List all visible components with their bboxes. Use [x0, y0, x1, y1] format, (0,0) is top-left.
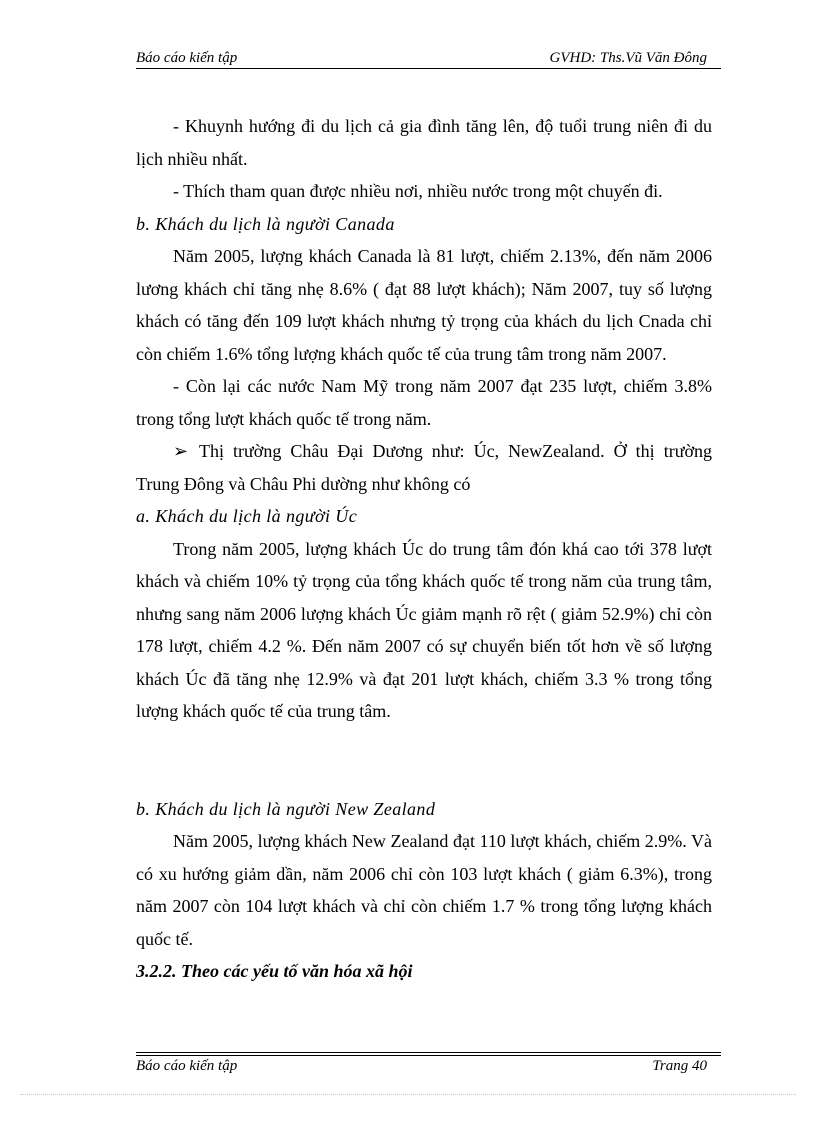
header-supervisor: GVHD: Ths.Vũ Văn Đông: [549, 50, 707, 66]
paragraph-south-america: - Còn lại các nước Nam Mỹ trong năm 2007 đạt 235 lượt, chiếm 3.8% trong tổng lượt khách quốc tế trong năm.: [136, 376, 712, 429]
footer-report-title: Báo cáo kiến tập: [136, 1058, 238, 1074]
paragraph-canada: Năm 2005, lượng khách Canada là 81 lượt, chiếm 2.13%, đến năm 2006 lương khách chỉ tăng nhẹ 8.6% ( đạt 88 lượt khách); Năm 2007, tuy số lượng khách có tăng đến 109 lượt khách nhưng tỷ trọng của khách du lịch Cnada chỉ còn chiếm 1.6% tổng lượng khách quốc tế của trung tâm trong năm 2007.: [136, 246, 712, 364]
spacer: [136, 728, 712, 793]
page-footer: [136, 1058, 721, 1078]
document-body: [136, 110, 712, 988]
page-header: [136, 47, 721, 67]
subheading-australia: a. Khách du lịch là người Úc: [136, 506, 358, 526]
bullet-oceania: [136, 435, 712, 500]
section-heading: 3.2.2. Theo các yếu tố văn hóa xã hội: [136, 961, 413, 981]
footer-rule-bottom: [136, 1055, 721, 1056]
paragraph-multi-destination: - Thích tham quan được nhiều nơi, nhiều nước trong một chuyến đi.: [173, 181, 663, 201]
paragraph-new-zealand: Năm 2005, lượng khách New Zealand đạt 110 lượt khách, chiếm 2.9%. Và có xu hướng giảm dần, năm 2006 chỉ còn 103 lượt khách ( giảm 6.3%), trong năm 2007 còn 104 lượt khách và chỉ còn chiếm 1.7 % trong tổng lượng khách quốc tế.: [136, 831, 712, 949]
subheading-canada: b. Khách du lịch là người Canada: [136, 213, 395, 234]
paragraph-australia: Trong năm 2005, lượng khách Úc do trung tâm đón khá cao tới 378 lượt khách và chiếm 10% tỷ trọng của tổng khách quốc tế trong năm của trung tâm, nhưng sang năm 2006 lượng khách Úc giảm mạnh rõ rệt ( giảm 52.9%) chỉ còn 178 lượt, chiếm 4.2 %. Đến năm 2007 có sự chuyển biến tốt hơn về số lượng khách Úc đã tăng nhẹ 12.9% và đạt 201 lượt khách, chiếm 3.3 % trong tổng lượng khách quốc tế của trung tâm.: [136, 538, 712, 721]
page-edge: [20, 1094, 796, 1095]
footer-rule-top: [136, 1052, 721, 1053]
bullet-oceania-text: Thị trường Châu Đại Dương như: Úc, NewZealand. Ở thị trường Trung Đông và Châu Phi dường như không có: [136, 441, 712, 494]
paragraph-family-travel: - Khuynh hướng đi du lịch cả gia đình tăng lên, độ tuổi trung niên đi du lịch nhiều nhất.: [136, 116, 712, 169]
subheading-new-zealand: b. Khách du lịch là người New Zealand: [136, 798, 436, 819]
page-number: Trang 40: [652, 1058, 707, 1074]
arrow-bullet-icon: ➢: [173, 441, 189, 461]
header-report-title: Báo cáo kiến tập: [136, 50, 238, 66]
header-rule: [136, 68, 721, 69]
